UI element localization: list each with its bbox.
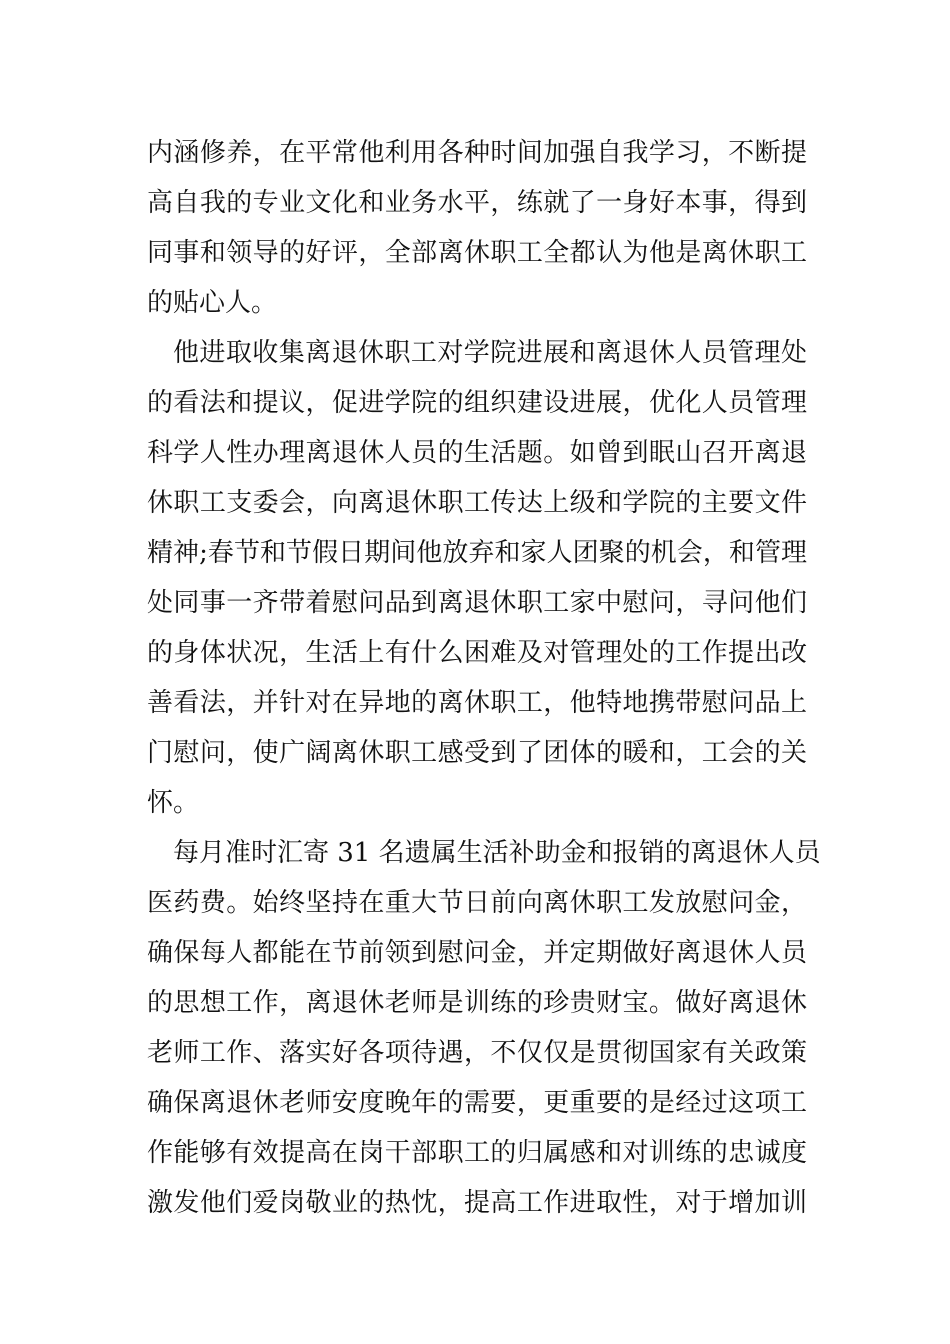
text-line: 休职工支委会，向离退休职工传达上级和学院的主要文件 [147, 488, 807, 518]
text-line: 高自我的专业文化和业务水平，练就了一身好本事，得到 [147, 188, 807, 218]
paragraph-3 [147, 828, 821, 1228]
text-line: 确保每人都能在节前领到慰问金，并定期做好离退休人员 [147, 938, 807, 968]
paragraph-1 [147, 128, 807, 328]
text-line: 怀。 [147, 788, 200, 818]
text-line: 的身体状况，生活上有什么困难及对管理处的工作提出改 [147, 638, 807, 668]
text-line: 的思想工作，离退休老师是训练的珍贵财宝。做好离退休 [147, 988, 807, 1018]
text-line: 他进取收集离退休职工对学院进展和离退休人员管理处 [173, 338, 807, 368]
text-line: 老师工作、落实好各项待遇，不仅仅是贯彻国家有关政策 [147, 1038, 807, 1068]
text-line: 医药费。始终坚持在重大节日前向离休职工发放慰问金， [147, 888, 807, 918]
text-line: 确保离退休老师安度晚年的需要，更重要的是经过这项工 [147, 1088, 807, 1118]
text-line: 激发他们爱岗敬业的热忱，提高工作进取性，对于增加训 [147, 1188, 807, 1218]
text-line: 的贴心人。 [147, 288, 278, 318]
text-line: 每月准时汇寄 31 名遗属生活补助金和报销的离退休人员 [173, 838, 821, 868]
text-line: 精神;春节和节假日期间他放弃和家人团聚的机会，和管理 [147, 538, 807, 568]
text-line: 科学人性办理离退休人员的生活题。如曾到眠山召开离退 [147, 438, 807, 468]
text-line: 作能够有效提高在岗干部职工的归属感和对训练的忠诚度 [147, 1138, 807, 1168]
text-line: 的看法和提议，促进学院的组织建设进展，优化人员管理 [147, 388, 807, 418]
document-body [147, 128, 821, 1228]
text-line: 同事和领导的好评，全部离休职工全都认为他是离休职工 [147, 238, 807, 268]
paragraph-2 [147, 328, 807, 828]
text-line: 处同事一齐带着慰问品到离退休职工家中慰问，寻问他们 [147, 588, 807, 618]
text-line: 善看法，并针对在异地的离休职工，他特地携带慰问品上 [147, 688, 807, 718]
text-line: 内涵修养，在平常他利用各种时间加强自我学习，不断提 [147, 138, 807, 168]
text-line: 门慰问，使广阔离休职工感受到了团体的暖和，工会的关 [147, 738, 807, 768]
